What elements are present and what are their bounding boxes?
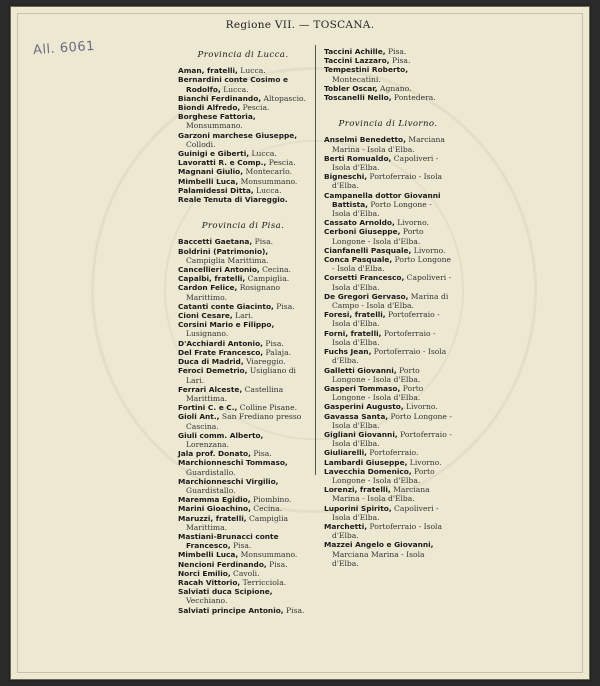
entry-place: Pisa.: [273, 301, 295, 311]
entry-place: Campiglia.: [245, 274, 290, 284]
list-entry: [324, 384, 452, 402]
entry-name: Lorenzi, fratelli,: [324, 485, 391, 495]
entry-name: Toscanelli Nello,: [324, 93, 392, 103]
entry-place: Marciana Marina - Isola d'Elba.: [332, 135, 445, 154]
list-entry: [324, 135, 452, 153]
list-entry: [324, 402, 452, 411]
list-entry: [178, 504, 308, 513]
list-entry: [324, 448, 452, 457]
page-title: Regione VII. — TOSCANA.: [225, 19, 375, 31]
entry-place: Porto Longone - Isola d'Elba.: [332, 199, 432, 219]
entry-name: Cancellieri Antonio,: [178, 265, 260, 275]
list-entry: [324, 227, 452, 245]
entry-name: Salviati principe Antonio,: [178, 605, 284, 615]
entry-place: Lusignano.: [186, 329, 229, 339]
entry-name: Giuliarelli,: [324, 448, 367, 458]
entry-place: Colline Pisane.: [237, 403, 297, 413]
entry-place: Guardistallo.: [186, 485, 236, 495]
entry-place: Capoliveri - Isola d'Elba.: [332, 273, 452, 292]
list-entry: [178, 237, 308, 246]
entry-name: Marini Gioachino,: [178, 504, 251, 514]
entry-place: Lucca.: [253, 185, 282, 195]
list-entry: [324, 93, 452, 102]
entry-place: Livorno.: [407, 457, 442, 467]
list-entry: [178, 274, 308, 283]
entry-name: Tempestini Roberto,: [324, 65, 409, 75]
entry-name: Reale Tenuta di Viareggio.: [178, 195, 288, 205]
entry-place: Portoferraio - Isola d'Elba.: [332, 172, 443, 191]
list-entry: [324, 273, 452, 291]
entry-place: Lucca.: [220, 84, 249, 94]
entry-name: Corsini Mario e Filippo,: [178, 320, 275, 330]
entry-place: Pisa.: [250, 449, 272, 459]
document-page: [10, 6, 590, 680]
entry-place: Porto Longone - Isola d'Elba.: [332, 411, 452, 430]
entry-name: Norci Emilio,: [178, 568, 231, 578]
entry-name: Berti Romualdo,: [324, 153, 392, 163]
entry-place: Agnano.: [377, 83, 412, 93]
list-entry: [178, 158, 308, 167]
list-entry: [324, 218, 452, 227]
entry-name: Baccetti Gaetana,: [178, 237, 253, 247]
entry-name: Gasperini Augusto,: [324, 402, 404, 412]
entry-name: Campanella dottor Giovanni Battista,: [324, 190, 441, 209]
left-column: [178, 47, 308, 615]
entry-name: Jala prof. Donato,: [178, 449, 251, 459]
entry-name: Duca di Madrid,: [178, 357, 244, 367]
entry-name: Mimbelli Luca,: [178, 176, 239, 186]
entry-place: Pisa.: [283, 605, 305, 615]
list-entry: [178, 366, 308, 384]
entry-place: Pisa.: [262, 338, 284, 348]
entry-place: Capoliveri - Isola d'Elba.: [332, 153, 439, 173]
entry-name: De Gregori Gervaso,: [324, 291, 409, 301]
entry-name: Del Frate Francesco,: [178, 347, 264, 357]
list-entry: [178, 112, 308, 130]
list-entry: [178, 247, 308, 265]
entry-place: Castellina Marittima.: [186, 384, 284, 403]
list-entry: [178, 569, 308, 578]
province-heading: Provincia di Pisa.: [201, 221, 285, 232]
entry-name: Cianfanelli Pasquale,: [324, 245, 412, 255]
list-entry: [324, 329, 452, 347]
list-entry: [178, 320, 308, 338]
list-entry: [178, 75, 308, 93]
entry-name: Giuli comm. Alberto,: [178, 430, 264, 440]
entry-name: Marchetti,: [324, 521, 368, 531]
entry-place: Livorno.: [403, 402, 438, 412]
list-entry: [178, 131, 308, 149]
entry-name: Biondi Alfredo,: [178, 103, 241, 113]
entry-place: Portoferraio - Isola d'Elba.: [332, 429, 452, 449]
column-divider: [315, 45, 316, 475]
list-entry: [178, 103, 308, 112]
entry-place: Portoferraio - Isola d'Elba.: [332, 328, 436, 347]
entry-place: Porto Longone - Isola d'Elba.: [332, 383, 424, 403]
list-entry: [324, 191, 452, 219]
entry-name: Feroci Demetrio,: [178, 366, 248, 376]
entry-place: Pontedera.: [391, 93, 436, 103]
entry-name: Lavecchia Domenico,: [324, 466, 412, 476]
list-entry: [178, 357, 308, 366]
entry-place: Pisa.: [385, 47, 407, 56]
list-entry: [324, 292, 452, 310]
list-entry: [178, 431, 308, 449]
list-entry: [178, 560, 308, 569]
entry-name: Fortini C. e C.,: [178, 403, 238, 413]
entry-name: Bernardini conte Cosimo e Rodolfo,: [178, 75, 289, 94]
entry-name: Aman, fratelli,: [178, 66, 238, 76]
entry-name: Mastiani-Brunacci conte Francesco,: [178, 531, 279, 551]
list-entry: [324, 347, 452, 365]
entry-place: Montecarlo.: [243, 167, 292, 177]
entry-name: Borghese Fattoria,: [178, 112, 256, 122]
entry-place: Rosignano Marittimo.: [186, 283, 281, 302]
entry-place: Porto Longone - Isola d'Elba.: [332, 227, 424, 246]
list-entry: [178, 265, 308, 274]
entry-place: Cecina.: [259, 265, 291, 275]
entry-place: Monsummano.: [186, 121, 243, 131]
list-entry: [178, 186, 308, 195]
list-entry: [324, 504, 452, 522]
entry-name: Corsetti Francesco,: [324, 273, 405, 283]
list-entry: [178, 167, 308, 176]
list-entry: [324, 65, 452, 83]
entry-place: Portoferraio - Isola d'Elba.: [332, 347, 447, 366]
entry-place: Marina di Campo - Isola d'Elba.: [332, 291, 449, 311]
entry-name: Lavoratti R. e Comp.,: [178, 158, 267, 168]
entry-name: Cioni Cesare,: [178, 311, 233, 321]
list-entry: [178, 66, 308, 75]
list-entry: [324, 47, 452, 56]
entry-name: Foresi, fratelli,: [324, 310, 386, 320]
list-entry: [178, 587, 308, 605]
list-entry: [178, 477, 308, 495]
list-entry: [324, 84, 452, 93]
list-entry: [178, 578, 308, 587]
list-entry: [178, 149, 308, 158]
entry-name: Luporini Spirito,: [324, 503, 392, 513]
list-entry: [324, 430, 452, 448]
entry-name: Gioli Ant.,: [178, 412, 220, 422]
entry-name: Cardon Felice,: [178, 283, 238, 293]
list-entry: [324, 458, 452, 467]
list-entry: [178, 94, 308, 103]
entry-place: Monsummano.: [238, 550, 298, 560]
entry-place: Monsummano.: [238, 176, 298, 186]
entry-name: Catanti conte Giacinto,: [178, 301, 274, 311]
entry-name: Mazzei Angelo e Giovanni,: [324, 540, 434, 550]
entry-place: Pisa.: [252, 237, 274, 247]
list-entry: [178, 412, 308, 430]
list-entry: [324, 172, 452, 190]
entry-place: Lari.: [232, 311, 254, 321]
entry-place: Lorenzana.: [186, 439, 229, 449]
list-entry: [178, 302, 308, 311]
list-entry: [324, 412, 452, 430]
entry-place: Usigliano di Lari.: [186, 366, 296, 385]
entry-name: Cassato Arnoldo,: [324, 218, 395, 228]
list-entry: [178, 177, 308, 186]
list-entry: [324, 366, 452, 384]
list-entry: [178, 311, 308, 320]
entry-name: Conca Pasquale,: [324, 255, 393, 265]
list-entry: [324, 467, 452, 485]
watermark-seal: [91, 67, 537, 513]
entry-name: Forni, fratelli,: [324, 328, 382, 338]
entry-place: Guardistallo.: [186, 467, 236, 477]
list-entry: [178, 339, 308, 348]
list-entry: [324, 485, 452, 503]
entry-name: Bigneschi,: [324, 172, 368, 182]
entry-place: Porto Longone - Isola d'Elba.: [332, 255, 451, 274]
entry-name: Maruzzi, fratelli,: [178, 513, 247, 523]
list-entry: [178, 458, 308, 476]
entry-name: Ferrari Alceste,: [178, 384, 243, 394]
entry-place: Livorno.: [394, 218, 429, 228]
entry-name: Galletti Giovanni,: [324, 365, 397, 375]
entry-place: Terricciola.: [240, 577, 287, 587]
entry-place: Montecatini.: [332, 74, 381, 84]
list-entry: [324, 154, 452, 172]
entry-name: Taccini Lazzaro,: [324, 56, 390, 66]
list-entry: [178, 385, 308, 403]
list-entry: [178, 606, 308, 615]
right-column: [324, 47, 452, 568]
entry-name: Gigliani Giovanni,: [324, 429, 398, 439]
entry-name: Racah Vittorio,: [178, 577, 241, 587]
entry-name: Lambardi Giuseppe,: [324, 457, 408, 467]
entry-place: Cavoli.: [230, 568, 260, 578]
entry-name: Taccini Achille,: [324, 47, 386, 56]
entry-place: Campiglia Marittima.: [186, 255, 269, 265]
entry-name: Guinigi e Giberti,: [178, 149, 250, 159]
entry-name: Magnani Giulio,: [178, 167, 244, 177]
entry-name: Palamidessi Ditta,: [178, 185, 254, 195]
list-entry: [178, 283, 308, 301]
entry-name: Anselmi Benedetto,: [324, 135, 406, 145]
entry-place: Portoferraio - Isola d'Elba.: [332, 310, 440, 329]
entry-name: Maremma Egidio,: [178, 495, 251, 505]
entry-name: D'Acchiardi Antonio,: [178, 338, 263, 348]
entry-name: Cerboni Giuseppe,: [324, 227, 401, 237]
entry-place: Porto Longone - Isola d'Elba.: [332, 466, 435, 485]
entry-place: San Frediano presso Cascina.: [186, 412, 302, 431]
entry-place: Marciana Marina - Isola d'Elba.: [332, 485, 430, 504]
entry-name: Capalbi, fratelli,: [178, 274, 246, 284]
entry-place: Viareggio.: [243, 357, 286, 367]
section-gap: [324, 102, 452, 116]
entry-place: Vecchiano.: [186, 596, 228, 606]
entry-name: Fuchs Jean,: [324, 347, 372, 357]
entry-name: Tobler Oscar,: [324, 83, 378, 93]
province-heading: Provincia di Lucca.: [197, 50, 289, 60]
list-entry: [324, 255, 452, 273]
entry-place: Pescia.: [240, 103, 270, 113]
entry-place: Cecina.: [250, 504, 283, 514]
entry-place: Altopascio.: [261, 93, 306, 103]
entry-place: Capoliveri - Isola d'Elba.: [332, 503, 439, 522]
entry-name: Garzoni marchese Giuseppe,: [178, 130, 298, 140]
entry-name: Gasperi Tommaso,: [324, 383, 401, 393]
list-entry: [324, 246, 452, 255]
entry-place: Pisa.: [230, 541, 252, 551]
list-entry: [178, 514, 308, 532]
province-heading: Provincia di Livorno.: [338, 119, 438, 130]
entry-name: Boldrini (Patrimonio),: [178, 246, 269, 256]
list-entry: [178, 449, 308, 458]
entry-name: Mimbelli Luca,: [178, 550, 239, 560]
entry-place: Portoferraio - Isola d'Elba.: [332, 521, 443, 541]
entry-place: Lucca.: [237, 66, 266, 76]
entry-place: Pescia.: [266, 158, 296, 168]
entry-place: Lucca.: [249, 149, 277, 159]
entry-place: Pisa.: [266, 559, 288, 569]
entry-place: Collodi.: [186, 139, 216, 149]
list-entry: [324, 522, 452, 540]
list-entry: [324, 56, 452, 65]
entry-place: Livorno.: [411, 245, 446, 255]
list-entry: [178, 495, 308, 504]
entry-name: Gavassa Santa,: [324, 411, 389, 421]
list-entry: [178, 195, 308, 204]
section-gap: [178, 204, 308, 218]
entry-name: Bianchi Ferdinando,: [178, 93, 262, 103]
list-entry: [178, 550, 308, 559]
list-entry: [324, 310, 452, 328]
list-entry: [178, 348, 308, 357]
entry-place: Pisa.: [389, 56, 411, 66]
entry-name: Salviati duca Scipione,: [178, 587, 273, 597]
list-entry: [178, 532, 308, 550]
entry-place: Palaja.: [263, 347, 292, 357]
entry-place: Porto Longone - Isola d'Elba.: [332, 365, 421, 384]
entry-name: Marchionneschi Virgilio,: [178, 476, 279, 486]
entry-name: Nencioni Ferdinando,: [178, 559, 267, 569]
archive-code: All. 6061: [32, 38, 96, 59]
list-entry: [324, 540, 452, 568]
entry-place: Piombino.: [250, 495, 292, 505]
entry-place: Marciana Marina - Isola d'Elba.: [332, 549, 425, 568]
list-entry: [178, 403, 308, 412]
entry-place: Campiglia Marittima.: [186, 513, 289, 532]
entry-place: Portoferraio.: [366, 448, 419, 458]
entry-name: Marchionneschi Tommaso,: [178, 458, 288, 468]
